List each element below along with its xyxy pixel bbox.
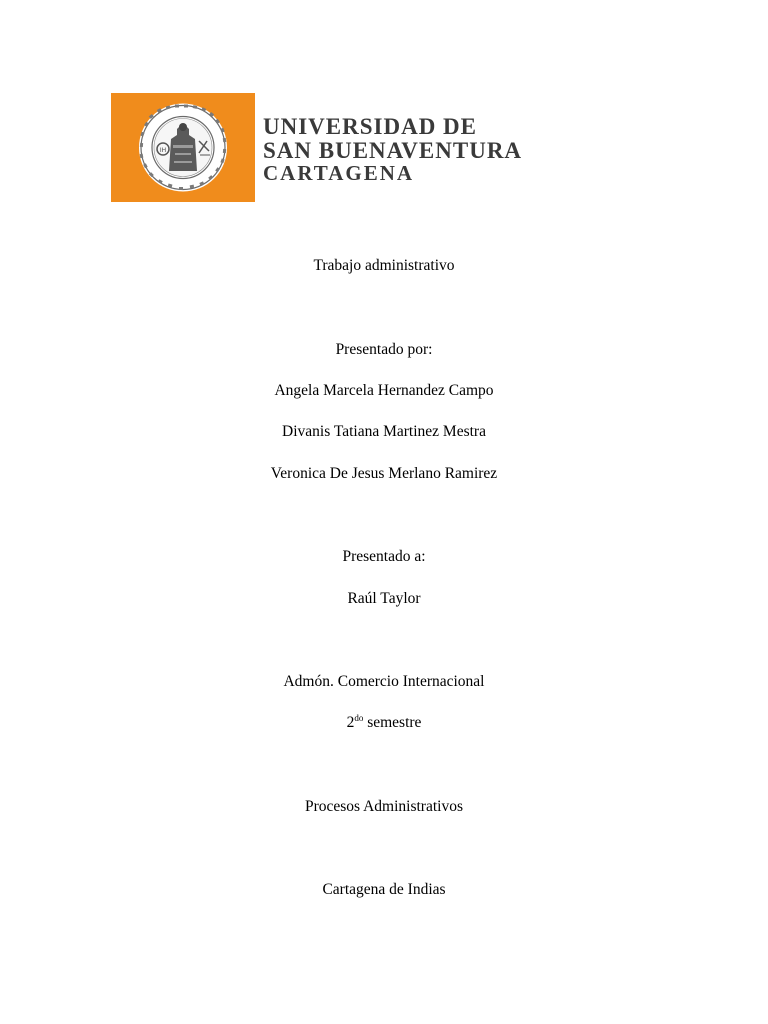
svg-text:IH: IH bbox=[159, 147, 167, 154]
presented-by-label: Presentado por: bbox=[335, 341, 433, 358]
university-logo bbox=[111, 93, 255, 202]
semester-word: semestre bbox=[367, 714, 422, 731]
city-name: Cartagena de Indias bbox=[322, 881, 446, 898]
course-name: Procesos Administrativos bbox=[304, 798, 463, 815]
semester bbox=[0, 713, 768, 733]
university-header bbox=[111, 93, 651, 203]
wordmark-line-2: SAN BUENAVENTURA bbox=[263, 138, 523, 163]
document-title: Trabajo administrativo bbox=[313, 257, 455, 274]
university-seal-icon bbox=[111, 93, 255, 202]
recipient-name: Raúl Taylor bbox=[347, 590, 421, 607]
presented-to-label: Presentado a: bbox=[342, 548, 426, 565]
university-wordmark bbox=[263, 115, 651, 184]
semester-ordinal-suffix: do bbox=[354, 713, 364, 723]
author-name: Angela Marcela Hernandez Campo bbox=[274, 382, 494, 399]
wordmark-line-1: UNIVERSIDAD DE bbox=[263, 114, 478, 139]
program-name: Admón. Comercio Internacional bbox=[283, 673, 485, 690]
author-name: Veronica De Jesus Merlano Ramirez bbox=[270, 465, 498, 482]
author-name: Divanis Tatiana Martinez Mestra bbox=[282, 423, 486, 440]
semester-number: 2 bbox=[346, 714, 355, 731]
wordmark-line-3: CARTAGENA bbox=[263, 161, 415, 185]
